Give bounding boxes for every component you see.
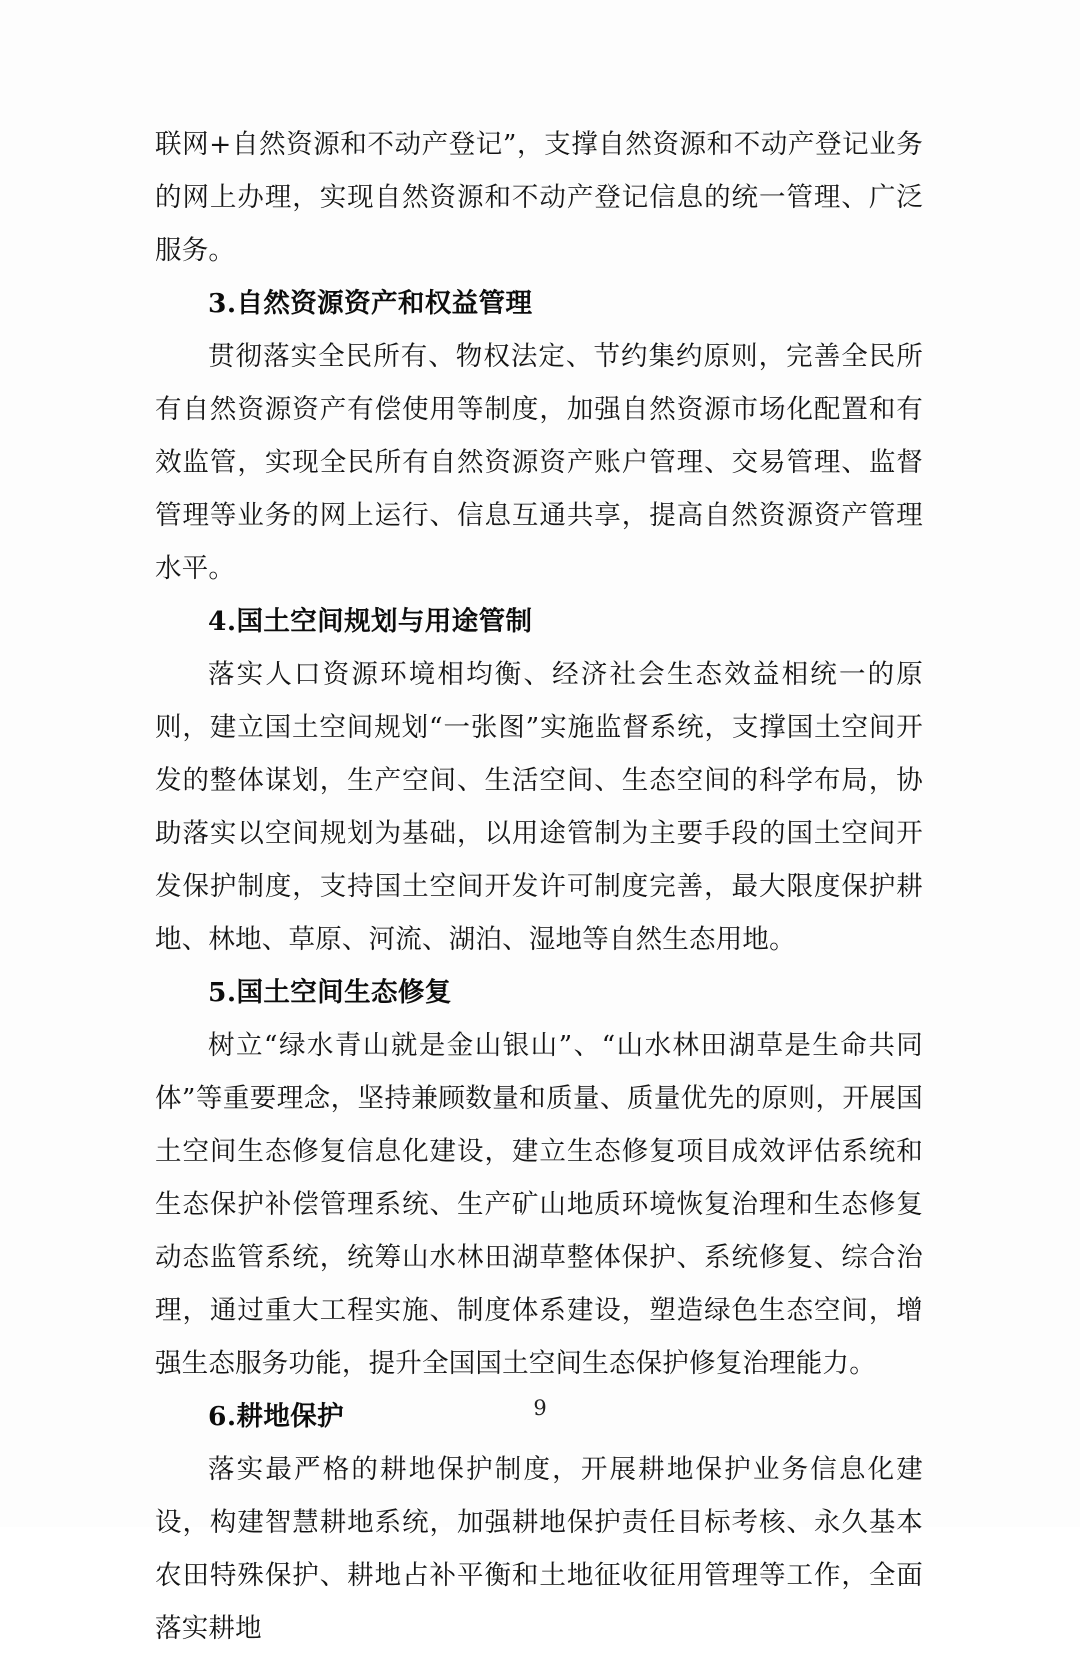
heading-6: 6.耕地保护 bbox=[208, 1401, 345, 1432]
paragraph-continuation: 联网+自然资源和不动产登记”，支撑自然资源和不动产登记业务的网上办理，实现自然资源和不动产登记信息的统一管理、广泛服务。 bbox=[155, 129, 923, 266]
paragraph-4: 落实人口资源环境相均衡、经济社会生态效益相统一的原则，建立国土空间规划“一张图”实施监督系统，支撑国土空间开发的整体谋划，生产空间、生活空间、生态空间的科学布局，协助落实以空间规划为基础，以用途管制为主要手段的国土空间开发保护制度，支持国土空间开发许可制度完善，最大限度保护耕地、林地、草原、河流、湖泊、湿地等自然生态用地。 bbox=[155, 659, 923, 955]
heading-4: 4.国土空间规划与用途管制 bbox=[208, 606, 533, 637]
paragraph-6: 落实最严格的耕地保护制度，开展耕地保护业务信息化建设，构建智慧耕地系统，加强耕地保护责任目标考核、永久基本农田特殊保护、耕地占补平衡和土地征收征用管理等工作，全面落实耕地 bbox=[155, 1454, 923, 1644]
page-number: 9 bbox=[533, 1396, 547, 1420]
heading-3: 3.自然资源资产和权益管理 bbox=[208, 288, 533, 319]
paragraph-3: 贯彻落实全民所有、物权法定、节约集约原则，完善全民所有自然资源资产有偿使用等制度，加强自然资源市场化配置和有效监管，实现全民所有自然资源资产账户管理、交易管理、监督管理等业务的网上运行、信息互通共享，提高自然资源资产管理水平。 bbox=[155, 341, 923, 584]
paragraph-5: 树立“绿水青山就是金山银山”、“山水林田湖草是生命共同体”等重要理念，坚持兼顾数量和质量、质量优先的原则，开展国土空间生态修复信息化建设，建立生态修复项目成效评估系统和生态保护补偿管理系统、生产矿山地质环境恢复治理和生态修复动态监管系统，统筹山水林田湖草整体保护、系统修复、综合治理，通过重大工程实施、制度体系建设，塑造绿色生态空间，增强生态服务功能，提升全国国土空间生态保护修复治理能力。 bbox=[155, 1030, 923, 1379]
heading-5: 5.国土空间生态修复 bbox=[208, 977, 452, 1008]
page-content bbox=[155, 118, 923, 1655]
